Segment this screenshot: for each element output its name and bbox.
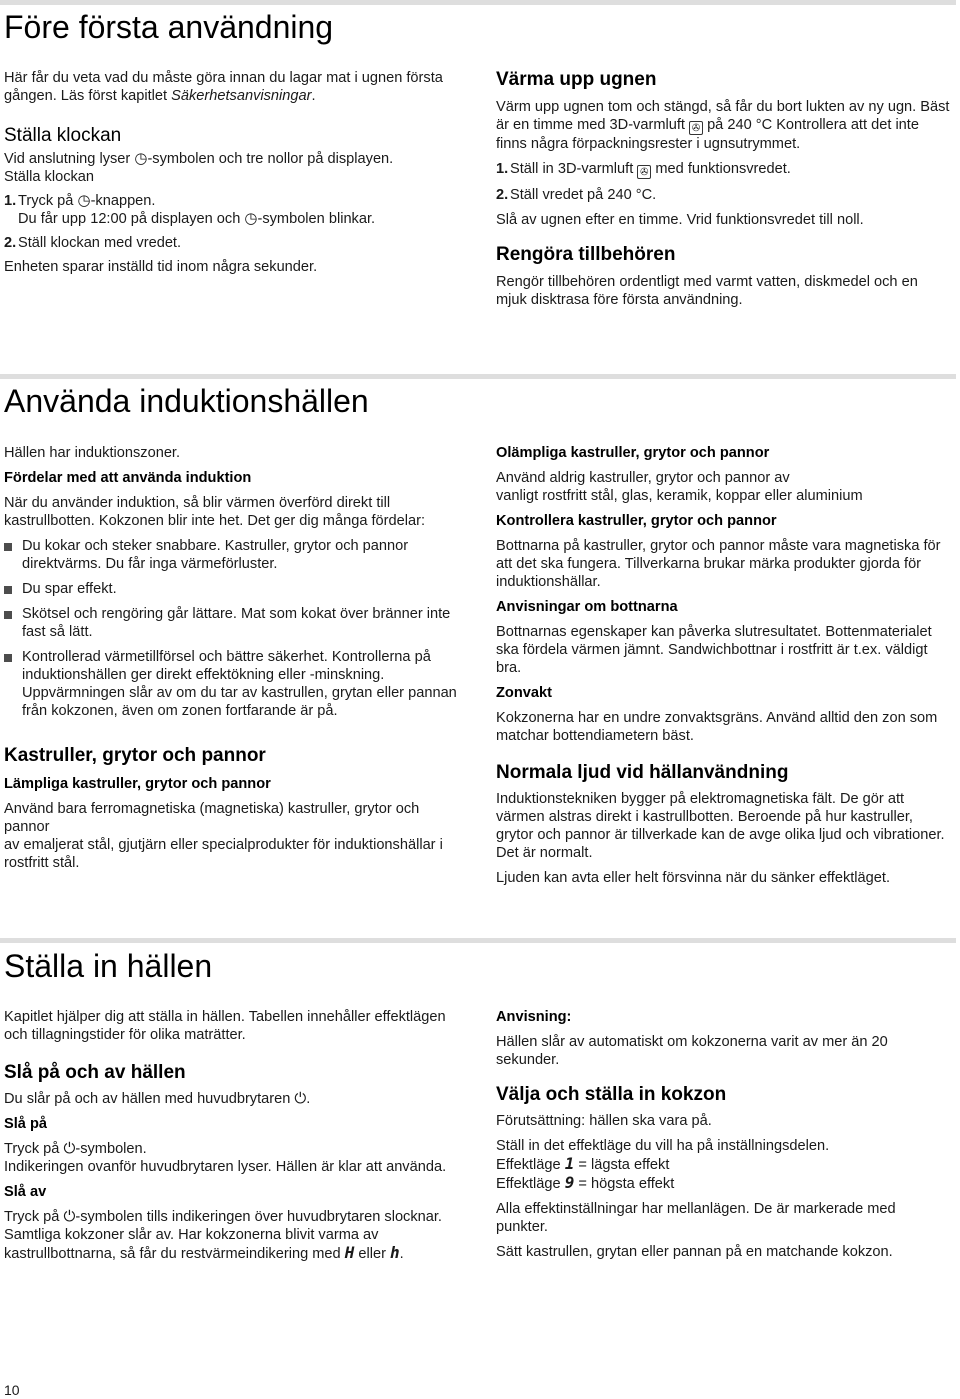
advantages-text: När du använder induktion, så blir värmen överförd direkt till kastrullbotten. Kokzonen blir inte het. Det ger dig många fördelar:	[4, 495, 426, 529]
residual-heat-low-symbol: h	[390, 1243, 400, 1262]
list-item: Du spar effekt.	[4, 580, 459, 598]
section-divider	[0, 938, 956, 943]
note-text: Hällen slår av automatiskt om kokzonerna varit av mer än 20 sekunder.	[496, 1034, 888, 1068]
section1-right-column	[496, 68, 951, 309]
suitable-pans-text: Använd bara ferromagnetiska (magnetiska) kastruller, grytor och pannor	[4, 801, 420, 835]
section3-right-column	[496, 1008, 951, 1261]
section-divider	[0, 0, 956, 5]
power-level-1-symbol: 1	[564, 1154, 575, 1173]
section2-right-column	[496, 444, 951, 887]
suitable-pans-heading: Lämpliga kastruller, grytor och pannor	[4, 776, 271, 792]
note-heading: Anvisning:	[496, 1009, 572, 1025]
section-title: Ställa in hällen	[4, 948, 213, 984]
page-number: 10	[4, 1382, 20, 1398]
on-off-heading: Slå på och av hällen	[4, 1062, 186, 1083]
step-2-note: Enheten sparar inställd tid inom några sekunder.	[4, 259, 318, 275]
clock-icon: ◷	[244, 210, 258, 227]
clean-accessories-heading: Rengöra tillbehören	[496, 244, 676, 265]
noise-text-2: Ljuden kan avta eller helt försvinna när du sänker effektläget.	[496, 870, 891, 886]
unsuitable-pans-heading: Olämpliga kastruller, grytor och pannor	[496, 445, 770, 461]
noise-text: Induktionstekniken bygger på elektromagnetiska fält. De gör att värmen alstras direkt i kastrullbotten. Beroende på hur kastruller, grytor och pannor är tillverkade kan de avge olika ljud och vibrationer. Det är normalt.	[496, 791, 945, 861]
pan-bottom-heading: Anvisningar om bottnarna	[496, 599, 678, 615]
clock-heading: Ställa klockan	[4, 125, 122, 146]
suitable-pans-materials: av emaljerat stål, gjutjärn eller specialprodukter för induktionshällar i rostfritt stål.	[4, 837, 443, 871]
unsuitable-pans-materials: vanligt rostfritt stål, glas, keramik, koppar eller aluminium	[496, 488, 863, 504]
clock-icon: ◷	[77, 192, 91, 209]
switch-on-text: Tryck på ⏻-symbolen.	[4, 1140, 147, 1157]
power-level-max: Effektläge 9 = högsta effekt	[496, 1173, 675, 1192]
section-title: Använda induktionshällen	[4, 383, 369, 419]
safety-chapter-reference: Säkerhetsanvisningar	[171, 88, 312, 104]
3d-hot-air-icon: ✇	[637, 165, 651, 179]
switch-on-text-2: Indikeringen ovanför huvudbrytaren lyser. Hällen är klar att använda.	[4, 1159, 447, 1175]
clock-text: Vid anslutning lyser ◷-symbolen och tre nollor på displayen.	[4, 150, 394, 167]
clock-subtext: Ställa klockan	[4, 169, 95, 185]
step-2: 2. Ställ klockan med vredet.	[4, 235, 182, 251]
list-item: Kontrollerad värmetillförsel och bättre säkerhet. Kontrollerna på induktionshällen ger direkt effektökning eller -minskning. Uppvärmningen slår av om du tar av kastrullen, grytan eller pannan från kokzonen, även om zonen fortfarande är på.	[4, 648, 459, 720]
residual-heat-high-symbol: H	[344, 1243, 355, 1262]
select-zone-text: Ställ in det effektläge du vill ha på inställningsdelen.	[496, 1138, 830, 1154]
place-pan-text: Sätt kastrullen, grytan eller pannan på en matchande kokzon.	[496, 1244, 893, 1260]
clock-icon: ◷	[134, 150, 148, 167]
switch-off-heading: Slå av	[4, 1184, 47, 1200]
3d-hot-air-icon: ✇	[689, 121, 703, 135]
clean-accessories-text: Rengör tillbehören ordentligt med varmt vatten, diskmedel och en mjuk disktrasa före första användning.	[496, 274, 918, 308]
preheat-end-text: Slå av ugnen efter en timme. Vrid funktionsvredet till noll.	[496, 212, 864, 228]
list-item: Du kokar och steker snabbare. Kastruller, grytor och pannor direktvärms. Du får inga värmeförluster.	[4, 537, 459, 573]
step-1-result: Du får upp 12:00 på displayen och ◷-symbolen blinkar.	[18, 210, 376, 227]
advantages-list	[4, 537, 459, 720]
preheat-step-1: 1. Ställ in 3D-varmluft ✇ med funktionsvredet.	[496, 161, 791, 178]
switch-on-heading: Slå på	[4, 1116, 47, 1132]
step-1: 1. Tryck på ◷-knappen.	[4, 192, 156, 209]
section-divider	[0, 374, 956, 379]
zone-guard-heading: Zonvakt	[496, 685, 552, 701]
section1-left-column	[4, 69, 459, 276]
section3-left-column	[4, 1008, 459, 1263]
section2-left-column	[4, 444, 459, 872]
switch-off-text-2: Samtliga kokzoner slår av. Har kokzonerna blivit varma av kastrullbottnarna, så får du restvärmeindikering med H eller h.	[4, 1227, 404, 1262]
power-icon: ⏻	[63, 1208, 76, 1225]
select-zone-prerequisite: Förutsättning: hällen ska vara på.	[496, 1113, 712, 1129]
section-title: Före första användning	[4, 9, 334, 45]
pan-bottom-text: Bottnarnas egenskaper kan påverka slutresultatet. Bottenmaterialet ska fördela värmen jämnt. Sandwichbottnar i rostfritt är t.ex. väldigt bra.	[496, 624, 932, 676]
unsuitable-pans-text: Använd aldrig kastruller, grytor och pannor av	[496, 470, 790, 486]
zone-guard-text: Kokzonerna har en undre zonvaktsgräns. Använd alltid den zon som matchar bottendiametern bäst.	[496, 710, 938, 744]
noise-heading: Normala ljud vid hällanvändning	[496, 762, 789, 783]
power-icon: ⏻	[294, 1090, 307, 1107]
setup-intro: Kapitlet hjälper dig att ställa in hällen. Tabellen innehåller effektlägen och tillagningstider för olika maträtter.	[4, 1009, 446, 1043]
advantages-heading: Fördelar med att använda induktion	[4, 470, 252, 486]
induction-intro: Hällen har induktionszoner.	[4, 445, 181, 461]
select-zone-heading: Välja och ställa in kokzon	[496, 1084, 727, 1105]
check-pans-text: Bottnarna på kastruller, grytor och pannor måste vara magnetiska för att det ska fungera. Tillverkarna brukar märka produkter gjorda för induktionshällar.	[496, 538, 941, 590]
list-item: Skötsel och rengöring går lättare. Mat som kokat över bränner inte fast så lätt.	[4, 605, 459, 641]
preheat-heading: Värma upp ugnen	[496, 69, 657, 90]
intermediate-levels-text: Alla effektinställningar har mellanlägen. De är markerade med punkter.	[496, 1201, 896, 1235]
intro-text: Här får du veta vad du måste göra innan du lagar mat i ugnen första gången. Läs först kapitlet Säkerhetsanvisningar.	[4, 70, 443, 104]
power-level-min: Effektläge 1 = lägsta effekt	[496, 1154, 670, 1173]
on-off-text: Du slår på och av hällen med huvudbrytaren ⏻.	[4, 1090, 311, 1107]
preheat-step-2: 2. Ställ vredet på 240 °C.	[496, 187, 657, 203]
switch-off-text: Tryck på ⏻-symbolen tills indikeringen över huvudbrytaren slocknar.	[4, 1208, 442, 1225]
pans-heading: Kastruller, grytor och pannor	[4, 745, 266, 766]
power-icon: ⏻	[63, 1140, 76, 1157]
power-level-9-symbol: 9	[564, 1173, 575, 1192]
check-pans-heading: Kontrollera kastruller, grytor och pannor	[496, 513, 777, 529]
preheat-text: Värm upp ugnen tom och stängd, så får du bort lukten av ny ugn. Bäst är en timme med 3D-varmluft ✇ på 240 °C Kontrollera att det inte finns några förpackningsrester i ugnsutrymmet.	[496, 99, 950, 152]
